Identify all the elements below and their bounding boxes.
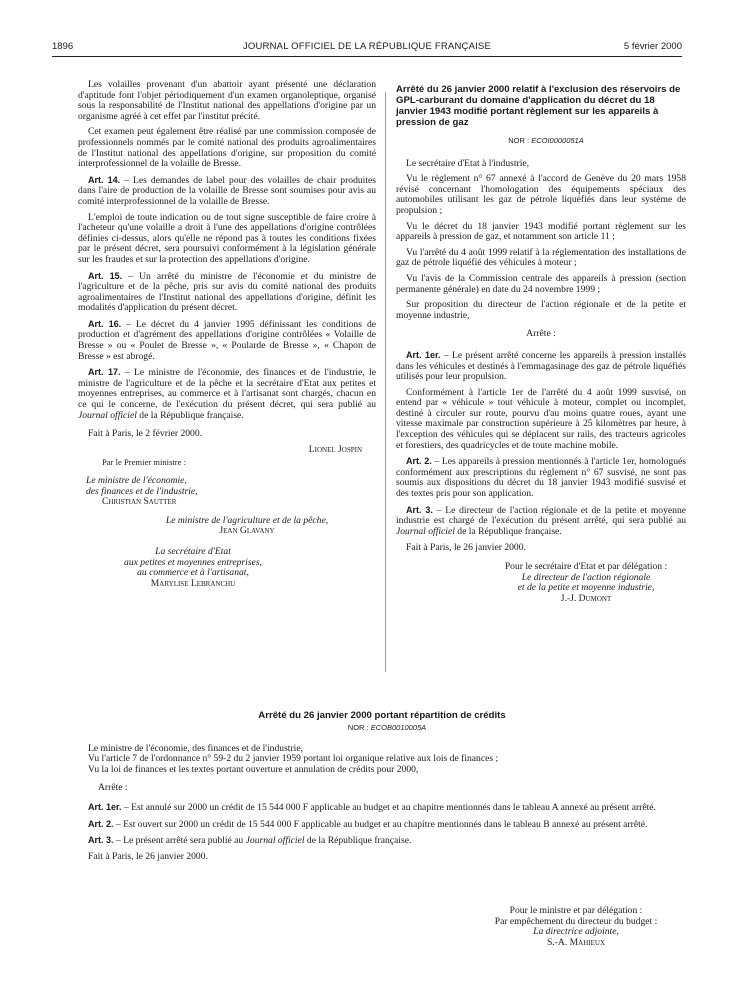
signatory-role: La directrice adjointe, [533, 926, 619, 938]
paragraph: Cet examen peut également être réalisé par une commission composée de professionnels nommés par le comité national des produits agroalimentaires de l'Institut national des appellations d'origine, sur proposition du comité interprofessionnel de la volaille de Bresse. [78, 126, 376, 170]
article-text: – Le présent arrêté concerne les appareils à pression installés dans les véhicules et destinés à l'emmagasinage des gaz de pétrole liquéfiés utilisés pour leur propulsion. [396, 349, 686, 383]
signatory-role: et de la petite et moyenne industrie, [517, 582, 655, 594]
page-number: 1896 [52, 41, 74, 52]
signatory-role: La secrétaire d'Etat [155, 545, 231, 557]
signatory-name: S.-A. Mahieux [546, 936, 605, 948]
paragraph: Vu la loi de finances et les textes portant ouverture et annulation de crédits pour 2000, [88, 763, 419, 775]
nor-value: ECOI0000051A [531, 136, 584, 145]
signature-block-industry [486, 562, 686, 604]
signature-block-sme [78, 547, 308, 589]
signature-block-economy [86, 476, 376, 508]
paragraph: Les volailles provenant d'un abattoir ayant présenté une déclaration d'aptitude font l'objet périodiquement d'un examen organoleptique, organisé sous la responsabilité de l'Institut national des appellations d'origine par un organisme agréé à cet effet par l'institut précité. [78, 79, 376, 122]
signatory-role: au commerce et à l'artisanat, [137, 567, 249, 579]
paragraph: Vu l'arrêté du 4 août 1999 relatif à la réglementation des installations de gaz de pétrole liquéfié des véhicules à moteur ; [396, 246, 686, 269]
arrete-heading: Arrête : [526, 328, 556, 340]
paragraph: Conformément à l'article 1er de l'arrêté du 4 août 1999 susvisé, on entend par « véhicule » tout véhicule à moteur, complet ou incomplet, destiné à circuler sur route, pourvu d'au moins quatre roues, ayant une vitesse maximale par construction supérieure à 25 kilomètres par heure, à l'exception des véhicules qui se déplacent sur rails, des tracteurs agricoles et forestiers, des quadricycles et de toute machine mobile. [396, 386, 686, 451]
signature-block-agriculture [118, 516, 376, 537]
article-16 [78, 319, 376, 362]
paragraph: L'emploi de toute indication ou de tout signe susceptible de faire croire à l'acheteur qu'une volaille a droit à l'une des appellations d'origine contrôlées définies ci-dessus, alors qu'elle ne répond pas à toutes les conditions fixées par le présent décret, sera poursuivi conformément à la législation générale sur les fraudes et sur la protection des appellations d'origine. [78, 211, 376, 265]
column-divider [385, 92, 386, 672]
article-text: – Les appareils à pression mentionnés à l'article 1er, homologués conformément aux prescriptions du règlement n° 67 susvisé, ne sont pas soumis aux dispositions du décret du 18 janvier 1943 modifié susvisé et des textes pris pour son application. [396, 456, 686, 500]
article-17 [78, 367, 376, 421]
article-1 [78, 802, 686, 814]
paragraph: Vu l'avis de la Commission centrale des appareils à pression (section permanente générale) en date du 24 novembre 1999 ; [396, 272, 686, 295]
article-label: Art. 16. [88, 318, 122, 329]
article-2 [78, 819, 686, 831]
nor-reference [78, 723, 686, 734]
article-text: – Le présent arrêté sera publié au [113, 835, 246, 847]
header-rule [52, 56, 682, 57]
article-label: Art. 17. [88, 367, 121, 378]
article-text: – Est annulé sur 2000 un crédit de 15 544 000 F applicable au budget et au chapitre mentionnés dans le tableau A annexé au présent arrêté. [121, 801, 656, 813]
signatory-role: Le directeur de l'action régionale [521, 571, 651, 583]
article-3 [396, 505, 686, 538]
signatory-role: aux petites et moyennes entreprises, [124, 556, 262, 568]
article-label: Art. 2. [88, 818, 114, 829]
article-text-end: de la République française. [454, 525, 562, 537]
nor-label: NOR : [347, 723, 371, 732]
article-label: Art. 3. [88, 835, 114, 846]
article-label: Art. 15. [88, 270, 123, 281]
nor-value: ECOB0010005A [370, 723, 427, 732]
page-header [52, 41, 682, 55]
signatory-name: J.-J. Dumont [560, 592, 612, 604]
article-label: Art. 14. [88, 174, 121, 185]
signatory-name: Jean Glavany [219, 525, 275, 537]
article-text: – Le décret du 4 janvier 1995 définissant les conditions de production et d'agrément des appellations d'origine contrôlées « Volaille de Bresse » ou « Poulet de Bresse », « Poularde de Bresse », « Chapon de Bresse » est abrogé. [78, 318, 376, 362]
article-text-end: de la République française. [136, 409, 244, 421]
issue-date: 5 février 2000 [623, 41, 682, 52]
signatory-name: Marylise Lebranchu [150, 577, 236, 589]
article-text: – Les demandes de label pour des volailles de chair produites dans l'aire de production de la volaille de Bresse sont soumises pour avis au comité interprofessionnel de la volaille de Bresse. [78, 174, 377, 207]
left-column [78, 80, 376, 589]
signatory-name: Christian Sautter [102, 496, 177, 508]
paragraph: Vu le décret du 18 janvier 1943 modifié portant règlement sur les appareils à pression de gaz, et notamment son article 11 ; [396, 220, 686, 243]
signatory-delegation: Pour le secrétaire d'Etat et par délégation : [504, 561, 668, 572]
journal-title: JOURNAL OFFICIEL DE LA RÉPUBLIQUE FRANÇAISE [242, 41, 492, 52]
arrete-heading: Arrête : [98, 782, 128, 794]
journal-officiel-ref: Journal officiel [245, 835, 305, 847]
article-text: – Le directeur de l'action régionale et de la petite et moyenne industrie est chargé de l'exécution du présent arrêté, qui sera publié au [396, 504, 687, 527]
article-text: – Le ministre de l'économie, des finances et de l'industrie, le ministre de l'agriculture et de la pêche et la secrétaire d'Etat aux petites et moyennes entreprises, au commerce et à l'artisanat sont chargés, chacun en ce qui le concerne, de l'exécution du présent décret, qui sera publié au [78, 367, 376, 411]
paragraph: Sur proposition du directeur de l'action régionale et de la petite et moyenne industrie, [396, 299, 686, 321]
article-label: Art. 1er. [406, 349, 441, 360]
journal-officiel-ref: Journal officiel [78, 409, 137, 421]
article-label: Art. 3. [406, 504, 433, 515]
nor-label: NOR : [508, 136, 532, 145]
signatory-role: Le ministre de l'économie, [86, 475, 187, 486]
journal-officiel-ref: Journal officiel [396, 525, 455, 537]
paragraph: Le secrétaire d'Etat à l'industrie, [406, 157, 530, 169]
article-text-end: de la République française. [304, 835, 412, 847]
decree-title: Arrêté du 26 janvier 2000 portant répartition de crédits [258, 710, 506, 721]
signatory-par: Par le Premier ministre : [102, 457, 187, 468]
article-label: Art. 1er. [88, 801, 122, 812]
signatory-delegation: Pour le ministre et par délégation : [509, 905, 643, 916]
article-3 [78, 835, 686, 847]
article-label: Art. 2. [406, 456, 432, 467]
article-2 [396, 456, 686, 499]
signatory-role: Le ministre de l'agriculture et de la pêche, [165, 514, 329, 526]
paragraph: Vu l'article 7 de l'ordonnance n° 59-2 du 2 janvier 1959 portant loi organique relative aux lois de finances ; [88, 753, 499, 765]
fait-a-paris: Fait à Paris, le 26 janvier 2000. [406, 542, 526, 554]
fait-a-paris: Fait à Paris, le 26 janvier 2000. [88, 850, 208, 862]
article-1 [396, 350, 686, 383]
decree-title: Arrêté du 26 janvier 2000 relatif à l'exclusion des réservoirs de GPL-carburant du domaine d'application du décret du 18 janvier 1943 modifié portant règlement sur les appareils à pression de gaz [396, 84, 681, 128]
nor-reference [396, 136, 686, 147]
article-14 [78, 175, 376, 208]
signatory-role: des finances et de l'industrie, [86, 485, 198, 497]
paragraph: Le ministre de l'économie, des finances et de l'industrie, [88, 742, 303, 754]
fait-a-paris: Fait à Paris, le 2 février 2000. [88, 428, 203, 440]
article-15 [78, 271, 376, 314]
article-text: – Un arrêté du ministre de l'économie et du ministre de l'agriculture et de la pêche, pris sur avis du comité national des produits agroalimentaires de l'Institut national des appellations d'origine, définit les modalités d'application du présent décret. [78, 270, 377, 314]
paragraph: Vu le règlement n° 67 annexé à l'accord de Genève du 20 mars 1958 révisé concernant l'homologation des équipements spéciaux des automobiles utilisant les gaz de pétrole liquéfiés dans leur système de propulsion ; [396, 173, 686, 216]
article-text: – Est ouvert sur 2000 un crédit de 15 544 000 F applicable au budget et au chapitre mentionnés dans le tableau B annexé au présent arrêté. [113, 818, 648, 830]
signature-block-budget [476, 906, 676, 948]
signatory-delegation: Par empêchement du directeur du budget : [494, 915, 658, 927]
credits-decree [78, 710, 686, 948]
signatory-name: Lionel Jospin [308, 443, 362, 455]
right-column [396, 84, 686, 604]
